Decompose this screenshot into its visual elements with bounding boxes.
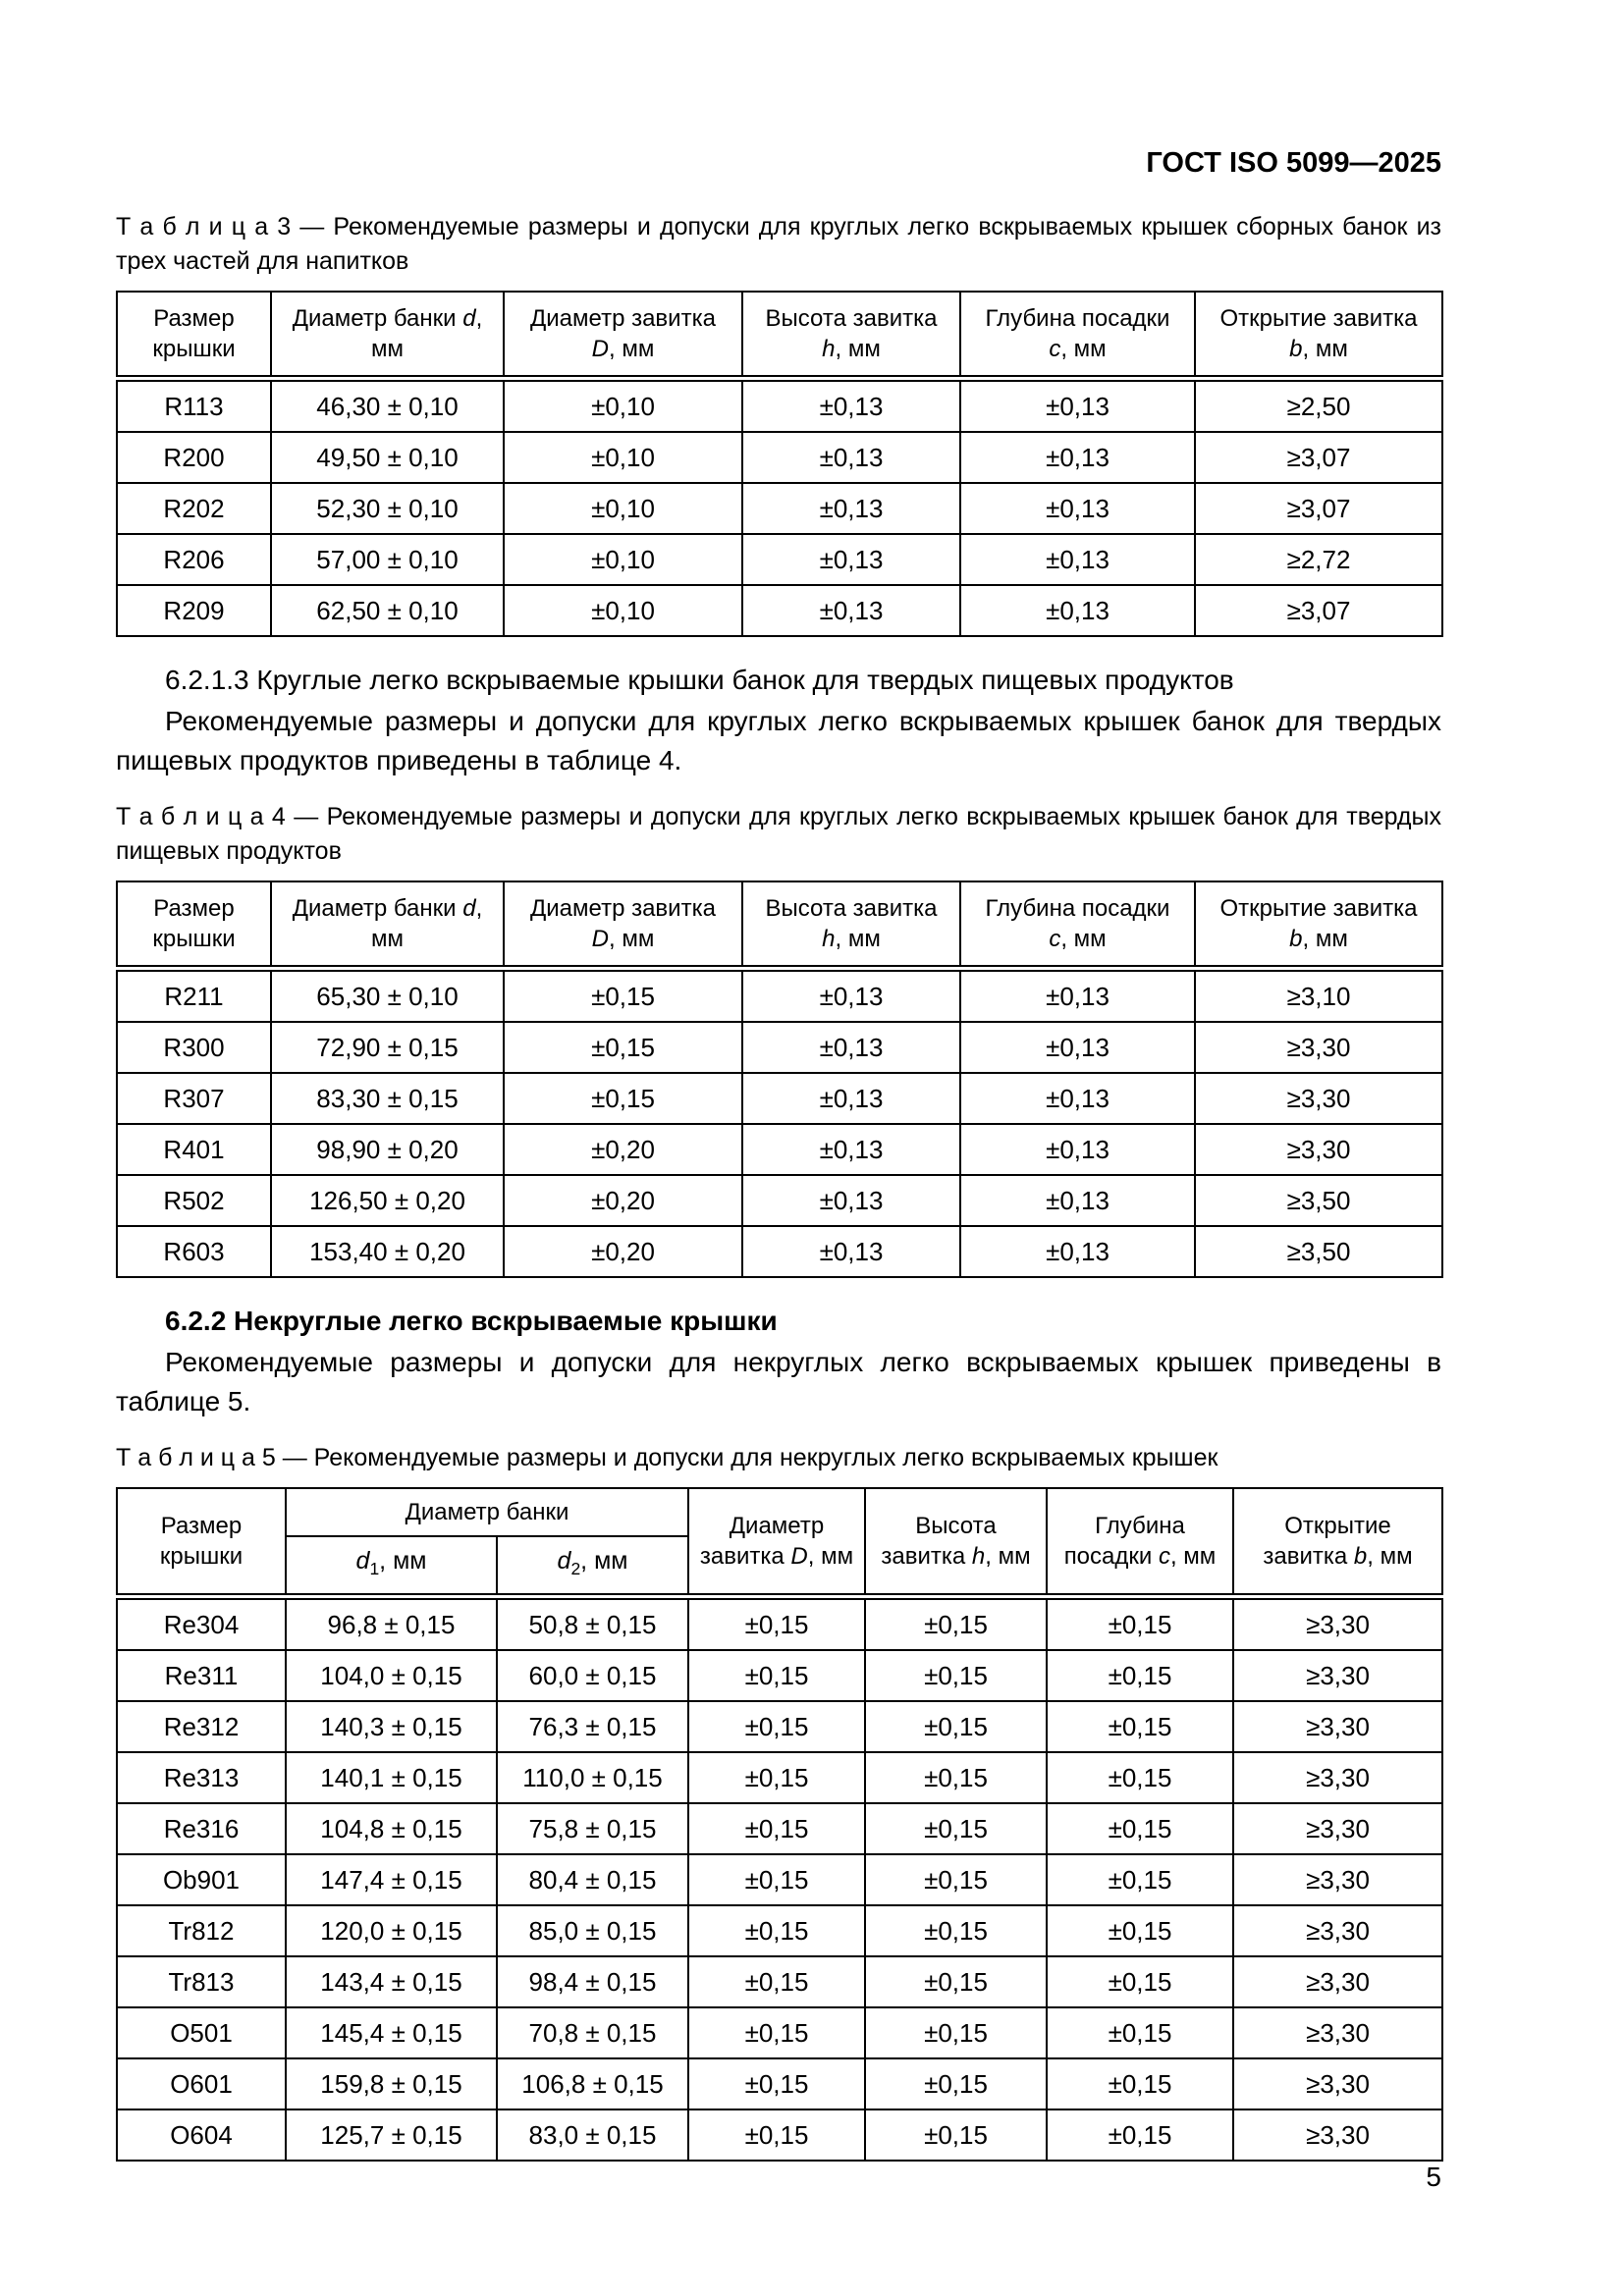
- table-cell: ±0,15: [865, 1854, 1047, 1905]
- table-cell: ±0,10: [504, 534, 742, 585]
- table-cell: 147,4 ± 0,15: [286, 1854, 497, 1905]
- table-row: [117, 1597, 1442, 1651]
- table-row: [117, 1226, 1442, 1277]
- table-row: [117, 2058, 1442, 2109]
- table-row: [117, 1650, 1442, 1701]
- table-cell: ±0,13: [960, 1022, 1195, 1073]
- table-cell: ≥3,30: [1233, 1956, 1442, 2007]
- table-cell: ±0,15: [688, 1803, 865, 1854]
- column-header-can-diameter-group: Диаметр банки: [286, 1488, 688, 1536]
- table-cell: 145,4 ± 0,15: [286, 2007, 497, 2058]
- table-cell: 96,8 ± 0,15: [286, 1597, 497, 1651]
- table-cell: ≥3,30: [1233, 2109, 1442, 2161]
- table-cell: ±0,15: [504, 1022, 742, 1073]
- table-cell: ±0,10: [504, 432, 742, 483]
- table-cell: 126,50 ± 0,20: [271, 1175, 504, 1226]
- table-cell: ±0,13: [742, 969, 960, 1023]
- table-cell: ±0,10: [504, 585, 742, 636]
- table-cell: ±0,13: [960, 585, 1195, 636]
- table-cell: ±0,15: [1047, 1803, 1233, 1854]
- table-cell: ±0,10: [504, 379, 742, 433]
- table-cell: 83,0 ± 0,15: [497, 2109, 688, 2161]
- table-row: [117, 2109, 1442, 2161]
- column-header-can-diameter: Диаметр банки d, мм: [271, 881, 504, 969]
- column-header-curl-opening: Открытие завитка b, мм: [1233, 1488, 1442, 1597]
- column-header-curl-diameter: Диаметр завитка D, мм: [504, 292, 742, 379]
- table-row: [117, 1854, 1442, 1905]
- table-cell: ±0,13: [742, 379, 960, 433]
- page-number: 5: [1426, 2162, 1441, 2192]
- table-cell: ±0,15: [1047, 1752, 1233, 1803]
- table-cell: ±0,13: [742, 1175, 960, 1226]
- table4-caption: Т а б л и ц а 4 — Рекомендуемые размеры и допуски для круглых легко вскрываемых крышек банок для твердых пищевых продуктов: [116, 803, 1441, 865]
- table-cell: Re313: [117, 1752, 286, 1803]
- table-cell: 110,0 ± 0,15: [497, 1752, 688, 1803]
- table-cell: ±0,10: [504, 483, 742, 534]
- table-cell: 106,8 ± 0,15: [497, 2058, 688, 2109]
- table-cell: ±0,15: [865, 1650, 1047, 1701]
- section-6.2.2-heading: 6.2.2 Некруглые легко вскрываемые крышки: [165, 1306, 778, 1336]
- table-cell: Ob901: [117, 1854, 286, 1905]
- table-cell: ≥3,30: [1233, 1597, 1442, 1651]
- table-cell: ±0,15: [1047, 2007, 1233, 2058]
- table-cell: ±0,15: [1047, 1905, 1233, 1956]
- table-cell: 120,0 ± 0,15: [286, 1905, 497, 1956]
- table-cell: ±0,15: [688, 2109, 865, 2161]
- table-row: [117, 534, 1442, 585]
- table-cell: 143,4 ± 0,15: [286, 1956, 497, 2007]
- table-cell: ±0,13: [742, 432, 960, 483]
- section-6.2.1.3-heading: 6.2.1.3 Круглые легко вскрываемые крышки банок для твердых пищевых продуктов: [165, 665, 1234, 695]
- column-header-curl-opening: Открытие завитка b, мм: [1195, 292, 1442, 379]
- table-cell: ±0,15: [865, 1956, 1047, 2007]
- table3-body: [117, 379, 1442, 637]
- table-cell: ±0,13: [742, 585, 960, 636]
- table-cell: ≥3,30: [1195, 1073, 1442, 1124]
- column-header-lid-size: Размер крышки: [117, 1488, 286, 1597]
- table-cell: ±0,15: [865, 2109, 1047, 2161]
- table-cell: R307: [117, 1073, 271, 1124]
- column-header-seating-depth: Глубина посадки c, мм: [1047, 1488, 1233, 1597]
- table-row: [117, 1956, 1442, 2007]
- table-cell: ±0,13: [960, 534, 1195, 585]
- table-cell: ±0,15: [1047, 2058, 1233, 2109]
- table-cell: ±0,13: [960, 969, 1195, 1023]
- table-cell: Re312: [117, 1701, 286, 1752]
- table-cell: ≥3,30: [1233, 1803, 1442, 1854]
- column-header-curl-height: Высота завитка h, мм: [742, 881, 960, 969]
- table-cell: ±0,15: [688, 1854, 865, 1905]
- table-cell: O601: [117, 2058, 286, 2109]
- table-cell: ±0,13: [960, 1124, 1195, 1175]
- table-cell: O604: [117, 2109, 286, 2161]
- table-cell: ±0,15: [1047, 1650, 1233, 1701]
- column-header-d1: $d_1$, мм: [286, 1536, 497, 1597]
- table-cell: Re304: [117, 1597, 286, 1651]
- column-header-can-diameter: Диаметр банки d, мм: [271, 292, 504, 379]
- table-row: [117, 1905, 1442, 1956]
- column-header-d2: $d_2$, мм: [497, 1536, 688, 1597]
- table-cell: 83,30 ± 0,15: [271, 1073, 504, 1124]
- table-cell: R603: [117, 1226, 271, 1277]
- table-row: [117, 2007, 1442, 2058]
- table5-header-row-1: [117, 1488, 1442, 1536]
- table-row: [117, 1073, 1442, 1124]
- table3-header-row: [117, 292, 1442, 379]
- table-cell: ±0,15: [688, 1701, 865, 1752]
- table-cell: ≥3,30: [1233, 1905, 1442, 1956]
- table-cell: ±0,15: [1047, 1956, 1233, 2007]
- table-row: [117, 585, 1442, 636]
- table-cell: ±0,13: [960, 379, 1195, 433]
- column-header-seating-depth: Глубина посадки c, мм: [960, 292, 1195, 379]
- table-cell: ±0,13: [960, 432, 1195, 483]
- table-cell: ±0,15: [688, 1905, 865, 1956]
- table-cell: ≥3,30: [1233, 1854, 1442, 1905]
- table-cell: ±0,15: [688, 1597, 865, 1651]
- table-cell: R209: [117, 585, 271, 636]
- table-cell: ≥3,07: [1195, 585, 1442, 636]
- table-cell: ±0,15: [504, 1073, 742, 1124]
- table-row: [117, 1803, 1442, 1854]
- table-cell: ±0,15: [688, 2007, 865, 2058]
- table-cell: ±0,15: [865, 1905, 1047, 1956]
- table-cell: R401: [117, 1124, 271, 1175]
- table-row: [117, 1124, 1442, 1175]
- table-cell: ±0,13: [960, 1073, 1195, 1124]
- table-cell: R211: [117, 969, 271, 1023]
- table-cell: ±0,13: [960, 483, 1195, 534]
- table-cell: ≥2,50: [1195, 379, 1442, 433]
- table-cell: ±0,13: [742, 534, 960, 585]
- column-header-curl-diameter: Диаметр завитка D, мм: [504, 881, 742, 969]
- table-cell: 98,90 ± 0,20: [271, 1124, 504, 1175]
- table-cell: ≥3,30: [1233, 2007, 1442, 2058]
- table-cell: 98,4 ± 0,15: [497, 1956, 688, 2007]
- table-cell: 153,40 ± 0,20: [271, 1226, 504, 1277]
- table-cell: R113: [117, 379, 271, 433]
- section-6.2.2-paragraph: Рекомендуемые размеры и допуски для некруглых легко вскрываемых крышек приведены в таблице 5.: [116, 1347, 1441, 1416]
- table-cell: 76,3 ± 0,15: [497, 1701, 688, 1752]
- table-cell: ±0,15: [865, 2007, 1047, 2058]
- table-row: [117, 379, 1442, 433]
- table-cell: ±0,15: [865, 1701, 1047, 1752]
- table4-header-row: [117, 881, 1442, 969]
- table-cell: 140,1 ± 0,15: [286, 1752, 497, 1803]
- table-cell: 46,30 ± 0,10: [271, 379, 504, 433]
- table-cell: ≥3,30: [1233, 2058, 1442, 2109]
- table-cell: 62,50 ± 0,10: [271, 585, 504, 636]
- table-row: [117, 1022, 1442, 1073]
- table-cell: 57,00 ± 0,10: [271, 534, 504, 585]
- table-cell: ≥3,07: [1195, 483, 1442, 534]
- table-cell: ≥2,72: [1195, 534, 1442, 585]
- table-cell: ±0,15: [865, 1752, 1047, 1803]
- table-cell: ±0,13: [742, 1226, 960, 1277]
- table-row: [117, 1701, 1442, 1752]
- table-cell: ±0,20: [504, 1124, 742, 1175]
- table-cell: 60,0 ± 0,15: [497, 1650, 688, 1701]
- table-cell: 72,90 ± 0,15: [271, 1022, 504, 1073]
- table-cell: ±0,15: [865, 2058, 1047, 2109]
- table-cell: ±0,13: [742, 1022, 960, 1073]
- table-cell: Tr813: [117, 1956, 286, 2007]
- table-cell: 104,0 ± 0,15: [286, 1650, 497, 1701]
- table-cell: 80,4 ± 0,15: [497, 1854, 688, 1905]
- table-cell: ±0,15: [865, 1597, 1047, 1651]
- table-cell: ≥3,30: [1195, 1022, 1442, 1073]
- column-header-curl-diameter: Диаметр завитка D, мм: [688, 1488, 865, 1597]
- table4: [116, 881, 1443, 1278]
- table-cell: 50,8 ± 0,15: [497, 1597, 688, 1651]
- table-row: [117, 1752, 1442, 1803]
- table-row: [117, 1175, 1442, 1226]
- table-cell: 104,8 ± 0,15: [286, 1803, 497, 1854]
- table-cell: ±0,15: [1047, 1597, 1233, 1651]
- table-cell: ±0,15: [688, 1956, 865, 2007]
- table-cell: 159,8 ± 0,15: [286, 2058, 497, 2109]
- table-cell: ≥3,50: [1195, 1226, 1442, 1277]
- table-cell: ±0,15: [1047, 1701, 1233, 1752]
- table-cell: ±0,13: [960, 1175, 1195, 1226]
- table-cell: ≥3,30: [1233, 1752, 1442, 1803]
- column-header-curl-opening: Открытие завитка b, мм: [1195, 881, 1442, 969]
- table-cell: ±0,13: [742, 1124, 960, 1175]
- table-cell: 85,0 ± 0,15: [497, 1905, 688, 1956]
- table5: [116, 1487, 1443, 2162]
- table-cell: R200: [117, 432, 271, 483]
- section-6.2.1.3-paragraph: Рекомендуемые размеры и допуски для круглых легко вскрываемых крышек банок для твердых пищевых продуктов приведены в таблице 4.: [116, 706, 1441, 775]
- table-cell: ±0,15: [1047, 2109, 1233, 2161]
- table-cell: R300: [117, 1022, 271, 1073]
- table-cell: 140,3 ± 0,15: [286, 1701, 497, 1752]
- table-cell: ±0,13: [960, 1226, 1195, 1277]
- column-header-seating-depth: Глубина посадки c, мм: [960, 881, 1195, 969]
- table-cell: ±0,13: [742, 1073, 960, 1124]
- table-cell: ±0,15: [504, 969, 742, 1023]
- table-cell: ≥3,30: [1233, 1650, 1442, 1701]
- column-header-curl-height: Высота завитка h, мм: [742, 292, 960, 379]
- table-row: [117, 483, 1442, 534]
- table-cell: 70,8 ± 0,15: [497, 2007, 688, 2058]
- table4-body: [117, 969, 1442, 1278]
- table-cell: ≥3,07: [1195, 432, 1442, 483]
- table-cell: ±0,15: [688, 2058, 865, 2109]
- table-cell: 75,8 ± 0,15: [497, 1803, 688, 1854]
- table-cell: ±0,20: [504, 1175, 742, 1226]
- table-cell: ±0,15: [1047, 1854, 1233, 1905]
- table-row: [117, 969, 1442, 1023]
- table-cell: Tr812: [117, 1905, 286, 1956]
- table-cell: 52,30 ± 0,10: [271, 483, 504, 534]
- table3: [116, 291, 1443, 637]
- table-cell: ≥3,30: [1233, 1701, 1442, 1752]
- table-row: [117, 432, 1442, 483]
- column-header-curl-height: Высота завитка h, мм: [865, 1488, 1047, 1597]
- table-cell: R206: [117, 534, 271, 585]
- table-cell: Re311: [117, 1650, 286, 1701]
- table5-body: [117, 1597, 1442, 2162]
- column-header-lid-size: Размер крышки: [117, 881, 271, 969]
- table-cell: ±0,15: [688, 1752, 865, 1803]
- table-cell: 65,30 ± 0,10: [271, 969, 504, 1023]
- document-header: ГОСТ ISO 5099—2025: [1146, 147, 1441, 179]
- table-cell: ±0,13: [742, 483, 960, 534]
- table-cell: 49,50 ± 0,10: [271, 432, 504, 483]
- table5-caption: Т а б л и ц а 5 — Рекомендуемые размеры и допуски для некруглых легко вскрываемых крышек: [116, 1444, 1218, 1471]
- table-cell: ±0,20: [504, 1226, 742, 1277]
- table-cell: ≥3,10: [1195, 969, 1442, 1023]
- table-cell: Re316: [117, 1803, 286, 1854]
- table-cell: ≥3,30: [1195, 1124, 1442, 1175]
- table3-caption: Т а б л и ц а 3 — Рекомендуемые размеры и допуски для круглых легко вскрываемых крышек сборных банок из трех частей для напитков: [116, 213, 1441, 275]
- table-cell: ±0,15: [688, 1650, 865, 1701]
- table-cell: O501: [117, 2007, 286, 2058]
- table-cell: ≥3,50: [1195, 1175, 1442, 1226]
- table-cell: ±0,15: [865, 1803, 1047, 1854]
- table-cell: R202: [117, 483, 271, 534]
- column-header-lid-size: Размер крышки: [117, 292, 271, 379]
- table-cell: R502: [117, 1175, 271, 1226]
- table-cell: 125,7 ± 0,15: [286, 2109, 497, 2161]
